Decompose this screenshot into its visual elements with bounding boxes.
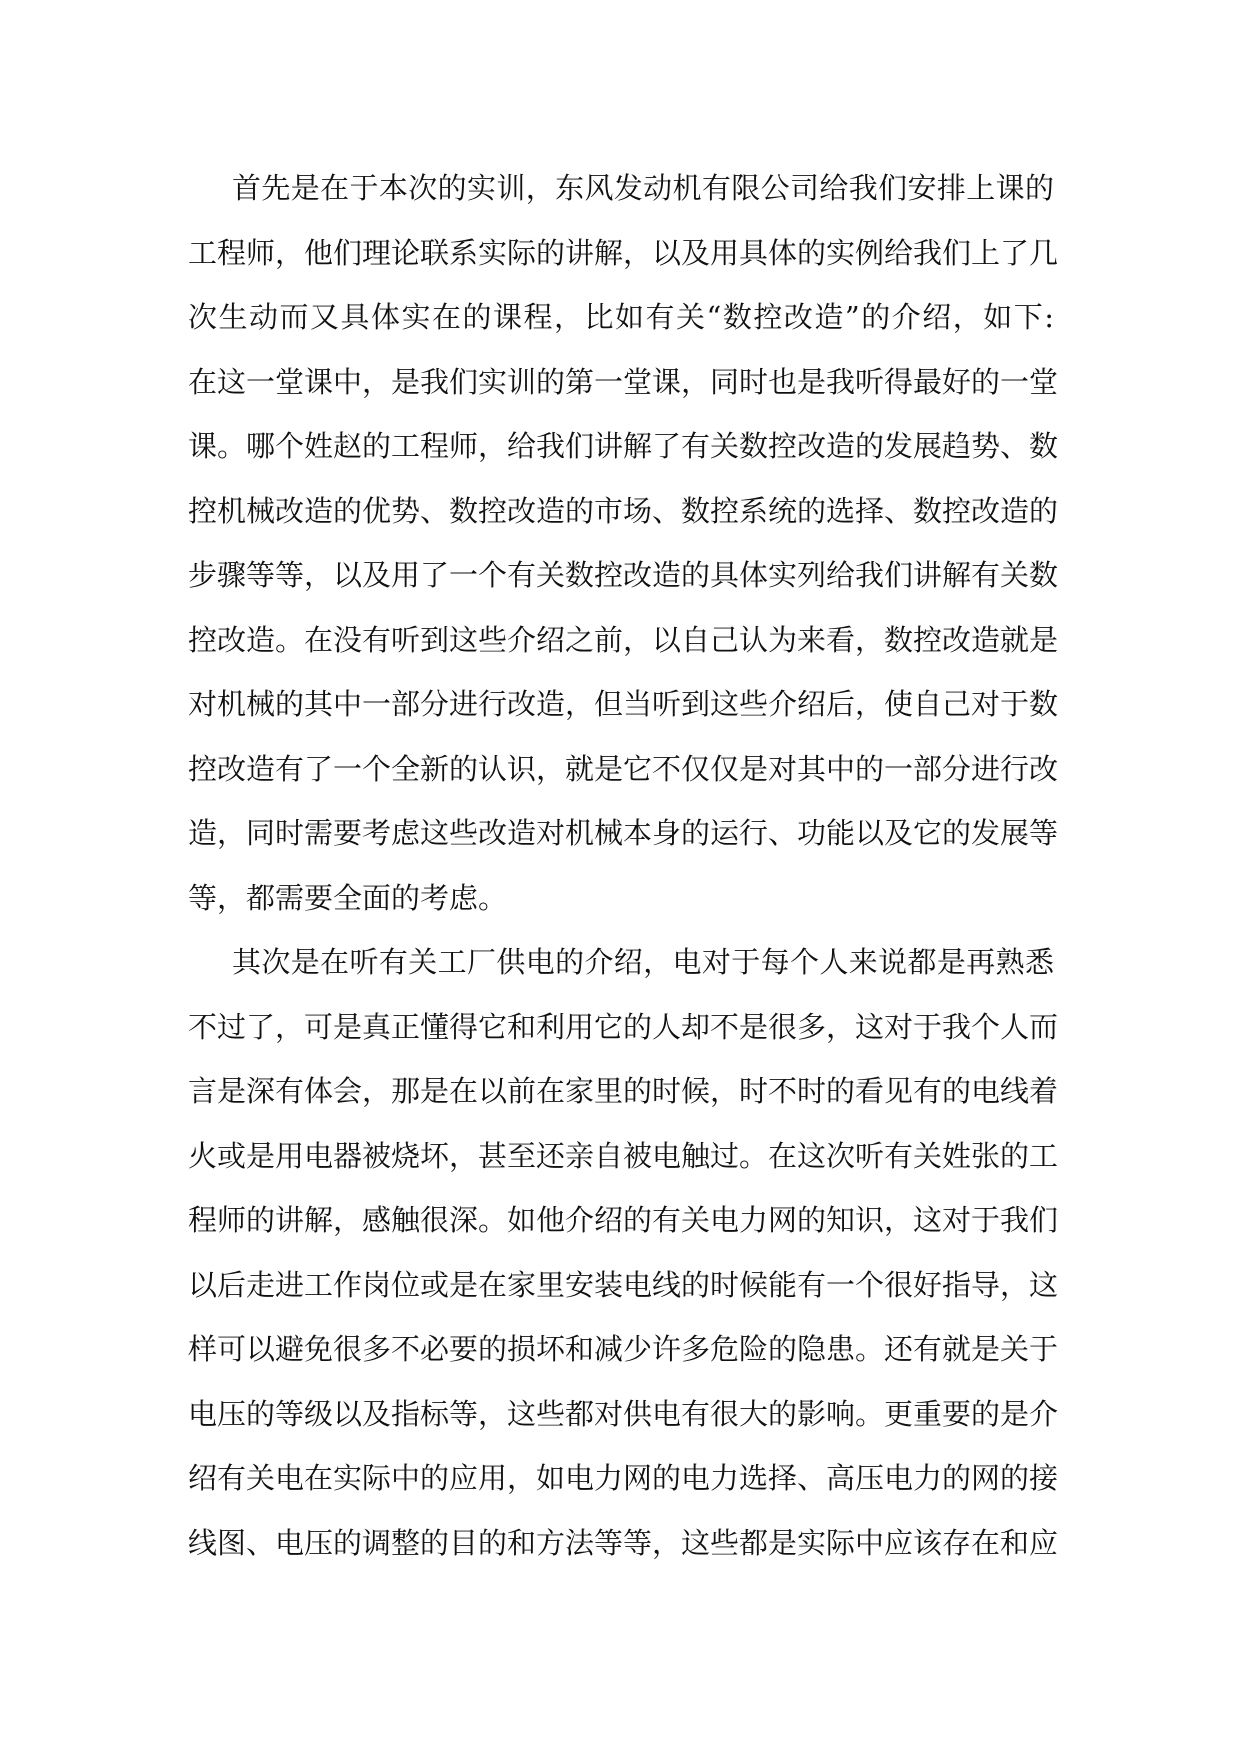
paragraph-line: 控改造。在没有听到这些介绍之前，以自己认为来看，数控改造就是 (188, 622, 1059, 657)
paragraph-line: 程师的讲解，感触很深。如他介绍的有关电力网的知识，这对于我们 (188, 1203, 1059, 1237)
paragraph-line: 以后走进工作岗位或是在家里安装电线的时候能有一个很好指导，这 (188, 1267, 1059, 1302)
paragraph-line: 控改造有了一个全新的认识，就是它不仅仅是对其中的一部分进行改 (188, 751, 1059, 786)
paragraph-line: 步骤等等，以及用了一个有关数控改造的具体实列给我们讲解有关数 (188, 558, 1059, 592)
paragraph-line: 首先是在于本次的实训，东风发动机有限公司给我们安排上课的 (232, 171, 1054, 205)
paragraph-line: 对机械的其中一部分进行改造，但当听到这些介绍后，使自己对于数 (188, 687, 1059, 721)
paragraph-line: 言是深有体会，那是在以前在家里的时候，时不时的看见有的电线着 (188, 1074, 1059, 1108)
paragraph-1 (188, 156, 1059, 930)
paragraph-line: 火或是用电器被烧坏，甚至还亲自被电触过。在这次听有关姓张的工 (188, 1138, 1059, 1173)
paragraph-line: 课。哪个姓赵的工程师，给我们讲解了有关数控改造的发展趋势、数 (188, 429, 1059, 463)
paragraph-line: 其次是在听有关工厂供电的介绍，电对于每个人来说都是再熟悉 (232, 945, 1054, 979)
paragraph-line: 绍有关电在实际中的应用，如电力网的电力选择、高压电力的网的接 (188, 1461, 1059, 1495)
paragraph-line: 电压的等级以及指标等，这些都对供电有很大的影响。更重要的是介 (188, 1396, 1059, 1431)
paragraph-line: 工程师，他们理论联系实际的讲解，以及用具体的实例给我们上了几 (188, 235, 1059, 270)
paragraph-line: 控机械改造的优势、数控改造的市场、数控系统的选择、数控改造的 (188, 493, 1059, 528)
paragraph-line: 次生动而又具体实在的课程，比如有关“数控改造”的介绍，如下: (188, 300, 1054, 334)
paragraph-line: 样可以避免很多不必要的损坏和减少许多危险的隐患。还有就是关于 (188, 1332, 1059, 1366)
body-text (188, 156, 1059, 1575)
paragraph-line: 线图、电压的调整的目的和方法等等，这些都是实际中应该存在和应 (188, 1525, 1059, 1560)
paragraph-2 (188, 930, 1059, 1575)
paragraph-line: 在这一堂课中，是我们实训的第一堂课，同时也是我听得最好的一堂 (188, 364, 1059, 399)
paragraph-line: 造，同时需要考虑这些改造对机械本身的运行、功能以及它的发展等 (188, 816, 1059, 850)
paragraph-line: 不过了，可是真正懂得它和利用它的人却不是很多，这对于我个人而 (188, 1009, 1059, 1044)
paragraph-line: 等，都需要全面的考虑。 (188, 880, 508, 915)
